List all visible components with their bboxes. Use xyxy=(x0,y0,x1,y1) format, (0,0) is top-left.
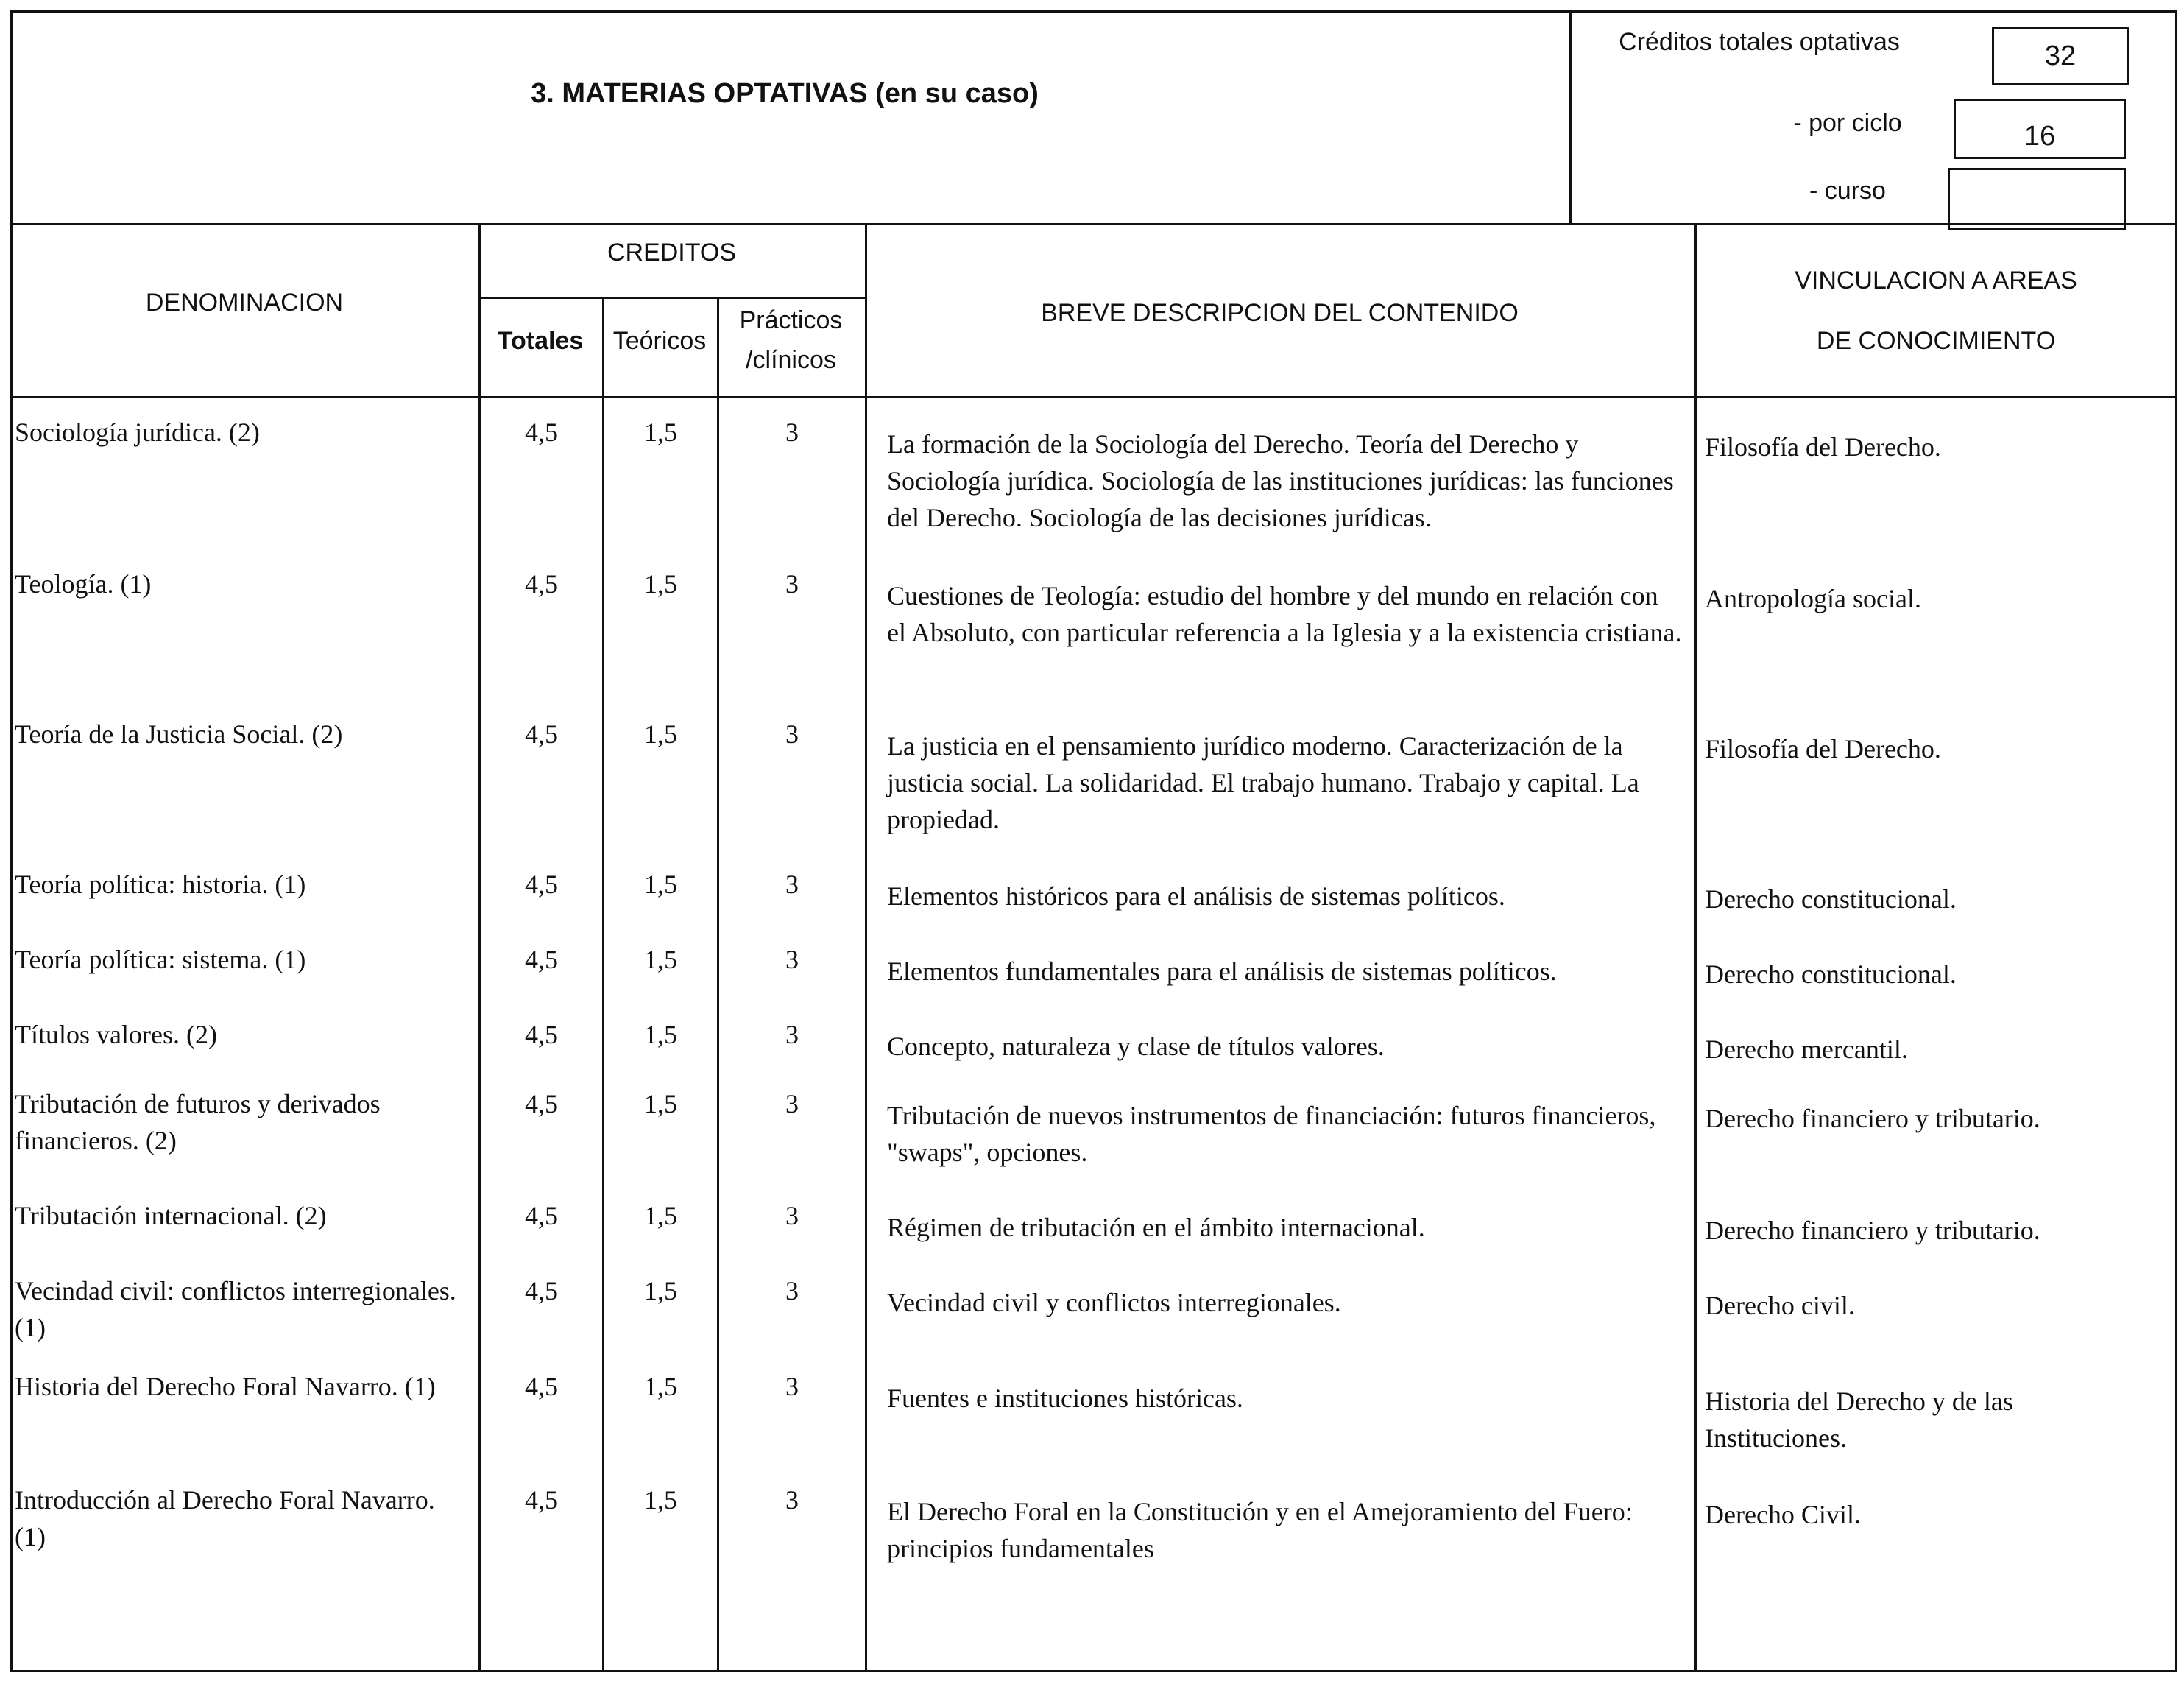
row-teoricos: 1,5 xyxy=(644,1276,677,1305)
row-name: Sociología jurídica. (2) xyxy=(15,417,260,447)
row-totales: 4,5 xyxy=(525,870,558,899)
row-name: Tributación de futuros y derivados financieros. (2) xyxy=(15,1089,381,1155)
row-name: Teoría de la Justicia Social. (2) xyxy=(15,719,343,749)
row-teoricos: 1,5 xyxy=(644,1201,677,1230)
row-practicos: 3 xyxy=(785,1372,799,1401)
row-area: Filosofía del Derecho. xyxy=(1705,432,1941,462)
row-area: Derecho constitucional. xyxy=(1705,959,1957,989)
row-totales: 4,5 xyxy=(525,719,558,749)
row-totales: 4,5 xyxy=(525,1485,558,1515)
col-divider-4 xyxy=(865,223,867,1672)
header-clinicos: /clínicos xyxy=(746,346,836,374)
row-practicos: 3 xyxy=(785,1276,799,1305)
row-totales: 4,5 xyxy=(525,1020,558,1049)
row-area: Derecho financiero y tributario. xyxy=(1705,1216,2040,1245)
row-totales: 4,5 xyxy=(525,1201,558,1230)
row-totales: 4,5 xyxy=(525,1089,558,1118)
row-name: Teoría política: sistema. (1) xyxy=(15,945,306,974)
creditos-subdivider xyxy=(478,297,865,299)
row-practicos: 3 xyxy=(785,1485,799,1515)
credits-total-value: 32 xyxy=(1992,27,2129,85)
row-totales: 4,5 xyxy=(525,569,558,599)
header-teoricos: Teóricos xyxy=(612,327,707,355)
row-area: Derecho mercantil. xyxy=(1705,1035,1908,1064)
row-totales: 4,5 xyxy=(525,1276,558,1305)
row-descripcion: Elementos fundamentales para el análisis de sistemas políticos. xyxy=(887,956,1557,986)
col-divider-3 xyxy=(717,298,719,1672)
course-label: - curso xyxy=(1809,177,1886,205)
row-practicos: 3 xyxy=(785,569,799,599)
row-practicos: 3 xyxy=(785,870,799,899)
row-teoricos: 1,5 xyxy=(644,1485,677,1515)
row-teoricos: 1,5 xyxy=(644,569,677,599)
row-area: Filosofía del Derecho. xyxy=(1705,734,1941,764)
row-teoricos: 1,5 xyxy=(644,945,677,974)
row-practicos: 3 xyxy=(785,417,799,447)
row-teoricos: 1,5 xyxy=(644,1020,677,1049)
row-area: Derecho financiero y tributario. xyxy=(1705,1104,2040,1133)
row-practicos: 3 xyxy=(785,1089,799,1118)
row-name: Vecindad civil: conflictos interregionales. (1) xyxy=(15,1276,456,1342)
row-practicos: 3 xyxy=(785,1020,799,1049)
row-descripcion: Vecindad civil y conflictos interregionales. xyxy=(887,1288,1341,1317)
row-area: Derecho Civil. xyxy=(1705,1500,1861,1529)
row-area: Antropología social. xyxy=(1705,584,1921,613)
header-descripcion: BREVE DESCRIPCION DEL CONTENIDO xyxy=(1041,299,1519,327)
header-creditos: CREDITOS xyxy=(607,239,737,267)
credits-total-label: Créditos totales optativas xyxy=(1619,28,1900,56)
per-cycle-label: - por ciclo xyxy=(1793,109,1902,137)
row-teoricos: 1,5 xyxy=(644,1372,677,1401)
row-teoricos: 1,5 xyxy=(644,417,677,447)
col-divider-2 xyxy=(602,298,604,1672)
row-descripcion: La formación de la Sociología del Derecho. Teoría del Derecho y Sociología jurídica. Sociología de las instituciones jurídicas: las funciones del Derecho. Sociología de las decisiones jurídicas. xyxy=(887,429,1674,532)
row-practicos: 3 xyxy=(785,945,799,974)
row-totales: 4,5 xyxy=(525,417,558,447)
row-practicos: 3 xyxy=(785,1201,799,1230)
row-name: Historia del Derecho Foral Navarro. (1) xyxy=(15,1372,436,1401)
header-vinculacion-1: VINCULACION A AREAS xyxy=(1795,267,2077,295)
row-totales: 4,5 xyxy=(525,945,558,974)
header-vinculacion-2: DE CONOCIMIENTO xyxy=(1816,327,2056,355)
row-descripcion: Tributación de nuevos instrumentos de financiación: futuros financieros, "swaps", opciones. xyxy=(887,1101,1656,1167)
per-cycle-value: 16 xyxy=(1954,99,2126,159)
row-descripcion: El Derecho Foral en la Constitución y en el Amejoramiento del Fuero: principios fundamentales xyxy=(887,1497,1633,1563)
row-name: Introducción al Derecho Foral Navarro. (1) xyxy=(15,1485,435,1551)
row-teoricos: 1,5 xyxy=(644,1089,677,1118)
row-descripcion: Régimen de tributación en el ámbito internacional. xyxy=(887,1213,1425,1242)
header-divider xyxy=(10,223,2177,225)
header-denominacion: DENOMINACION xyxy=(145,289,344,317)
row-descripcion: Concepto, naturaleza y clase de títulos valores. xyxy=(887,1032,1385,1061)
row-name: Teoría política: historia. (1) xyxy=(15,870,306,899)
col-divider-5 xyxy=(1694,223,1697,1672)
column-header-divider xyxy=(10,396,2177,398)
row-practicos: 3 xyxy=(785,719,799,749)
row-teoricos: 1,5 xyxy=(644,870,677,899)
row-name: Tributación internacional. (2) xyxy=(15,1201,327,1230)
row-descripcion: Cuestiones de Teología: estudio del hombre y del mundo en relación con el Absoluto, con particular referencia a la Iglesia y a la existencia cristiana. xyxy=(887,581,1682,647)
row-descripcion: Fuentes e instituciones históricas. xyxy=(887,1384,1243,1413)
row-area: Historia del Derecho y de las Instituciones. xyxy=(1705,1386,2013,1453)
row-area: Derecho civil. xyxy=(1705,1291,1855,1320)
row-name: Títulos valores. (2) xyxy=(15,1020,217,1049)
row-teoricos: 1,5 xyxy=(644,719,677,749)
course-value xyxy=(1948,168,2126,230)
page-title: 3. MATERIAS OPTATIVAS (en su caso) xyxy=(531,78,1039,109)
row-totales: 4,5 xyxy=(525,1372,558,1401)
header-practicos: Prácticos xyxy=(739,306,843,334)
row-name: Teología. (1) xyxy=(15,569,152,599)
header-credits-divider xyxy=(1569,10,1572,225)
row-descripcion: La justicia en el pensamiento jurídico moderno. Caracterización de la justicia social. La solidaridad. El trabajo humano. Trabajo y capital. La propiedad. xyxy=(887,731,1639,834)
header-totales: Totales xyxy=(497,327,584,355)
row-descripcion: Elementos históricos para el análisis de sistemas políticos. xyxy=(887,881,1505,911)
row-area: Derecho constitucional. xyxy=(1705,884,1957,914)
